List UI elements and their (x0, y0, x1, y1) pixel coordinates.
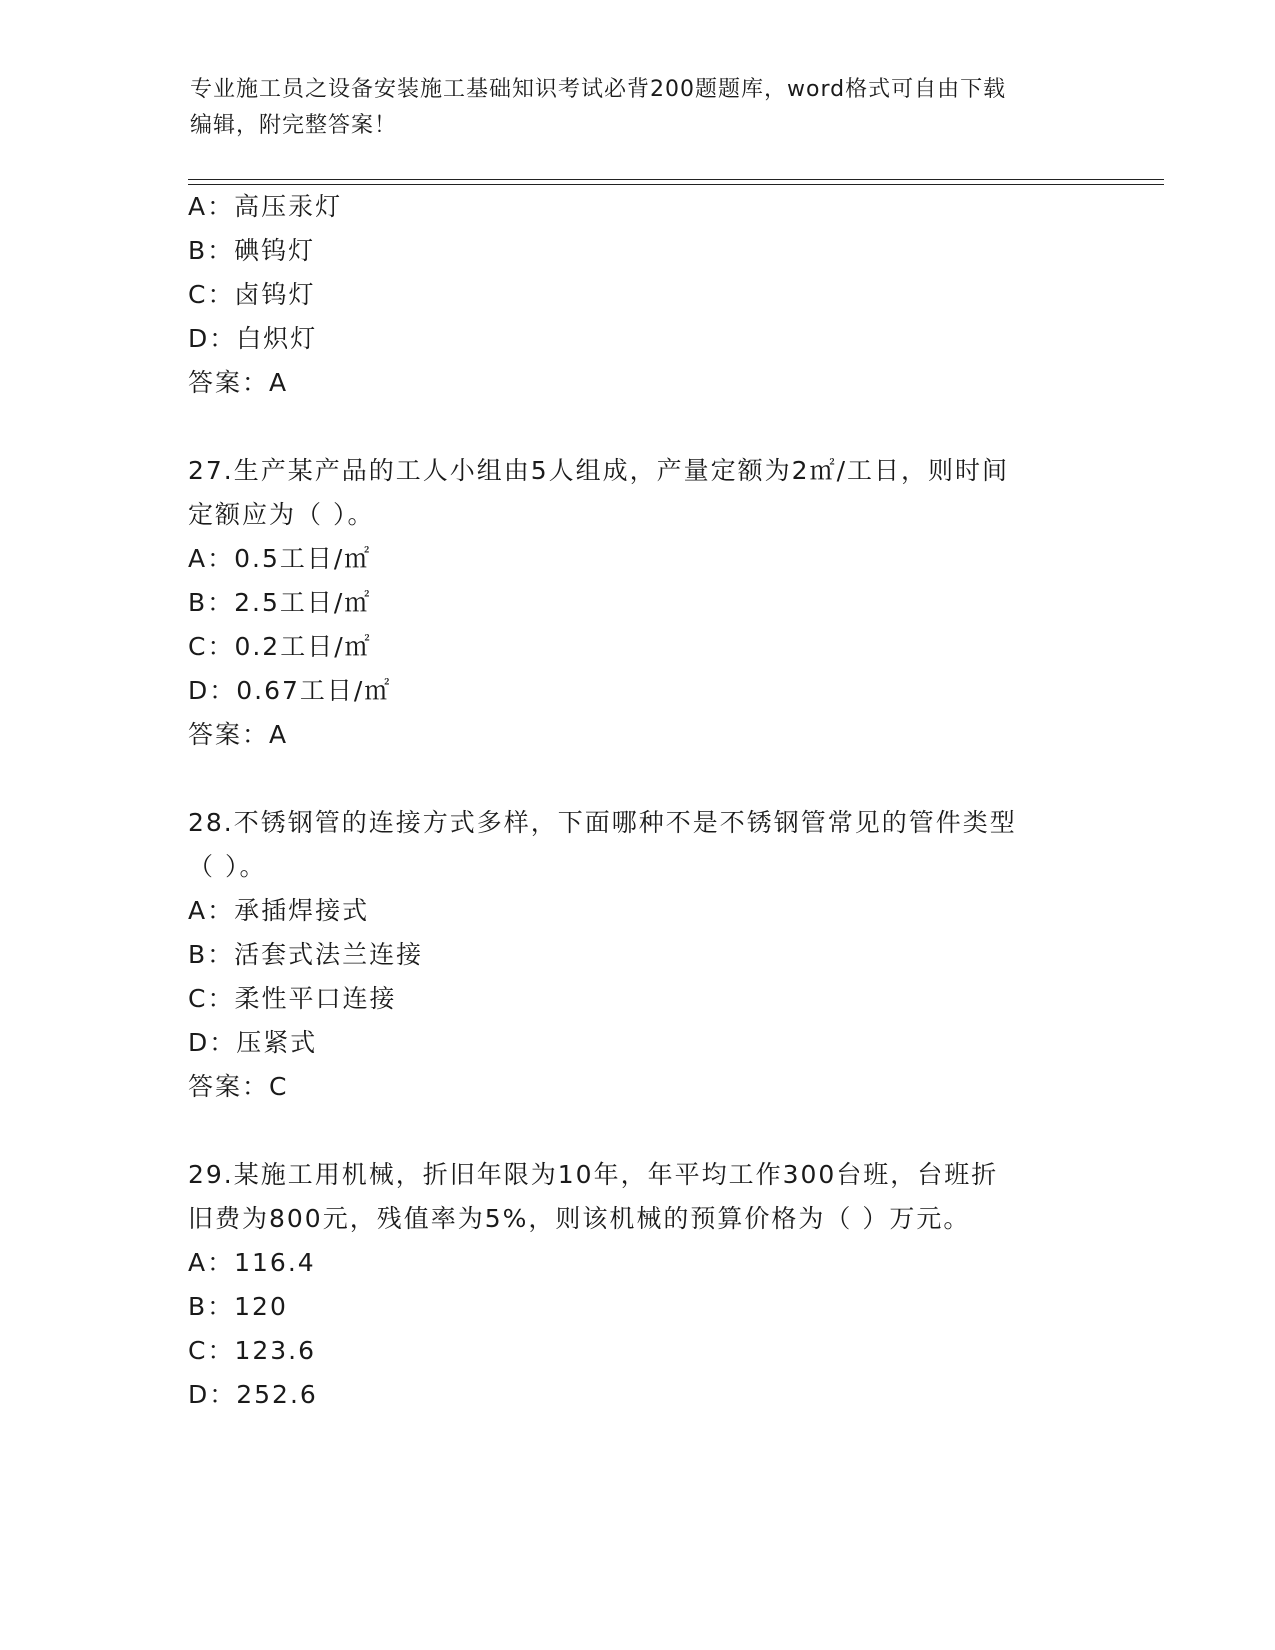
q28-answer: 答案：C (188, 1072, 289, 1101)
q27-stem-line-2: 定额应为（ ）。 (188, 500, 375, 529)
q26-option-c: C：卤钨灯 (188, 280, 316, 309)
q26-option-d: D：白炽灯 (188, 324, 318, 353)
q28-stem-line-1: 28.不锈钢管的连接方式多样，下面哪种不是不锈钢管常见的管件类型 (188, 808, 1017, 837)
q29-option-b: B：120 (188, 1292, 288, 1321)
q28-option-b: B：活套式法兰连接 (188, 940, 424, 969)
q29-stem-line-1: 29.某施工用机械，折旧年限为10年，年平均工作300台班，台班折 (188, 1160, 999, 1189)
q29-option-c: C：123.6 (188, 1336, 317, 1365)
document-header (190, 72, 1070, 144)
header-line-1: 专业施工员之设备安装施工基础知识考试必背200题题库，word格式可自由下载 (190, 77, 1007, 102)
q29-option-d: D：252.6 (188, 1380, 318, 1409)
q26-option-b: B：碘钨灯 (188, 236, 316, 265)
q27-answer: 答案：A (188, 720, 289, 749)
header-line-2: 编辑，附完整答案！ (190, 113, 398, 138)
q27-option-b: B：2.5工日/㎡ (188, 588, 372, 617)
q28-option-c: C：柔性平口连接 (188, 984, 397, 1013)
q27-option-d: D：0.67工日/㎡ (188, 676, 392, 705)
q27-option-a: A：0.5工日/㎡ (188, 544, 372, 573)
q27-option-c: C：0.2工日/㎡ (188, 632, 372, 661)
q28-stem-line-2: （ ）。 (188, 852, 267, 881)
q28-option-a: A：承插焊接式 (188, 896, 370, 925)
q29-option-a: A：116.4 (188, 1248, 316, 1277)
header-divider-top (188, 179, 1164, 180)
q29-stem-line-2: 旧费为800元，残值率为5%，则该机械的预算价格为（ ）万元。 (188, 1204, 971, 1233)
q26-answer: 答案：A (188, 368, 289, 397)
q26-option-a: A：高压汞灯 (188, 192, 343, 221)
q28-option-d: D：压紧式 (188, 1028, 318, 1057)
q27-stem-line-1: 27.生产某产品的工人小组由5人组成，产量定额为2㎡/工日，则时间 (188, 456, 1009, 485)
header-divider-bottom (188, 184, 1164, 185)
